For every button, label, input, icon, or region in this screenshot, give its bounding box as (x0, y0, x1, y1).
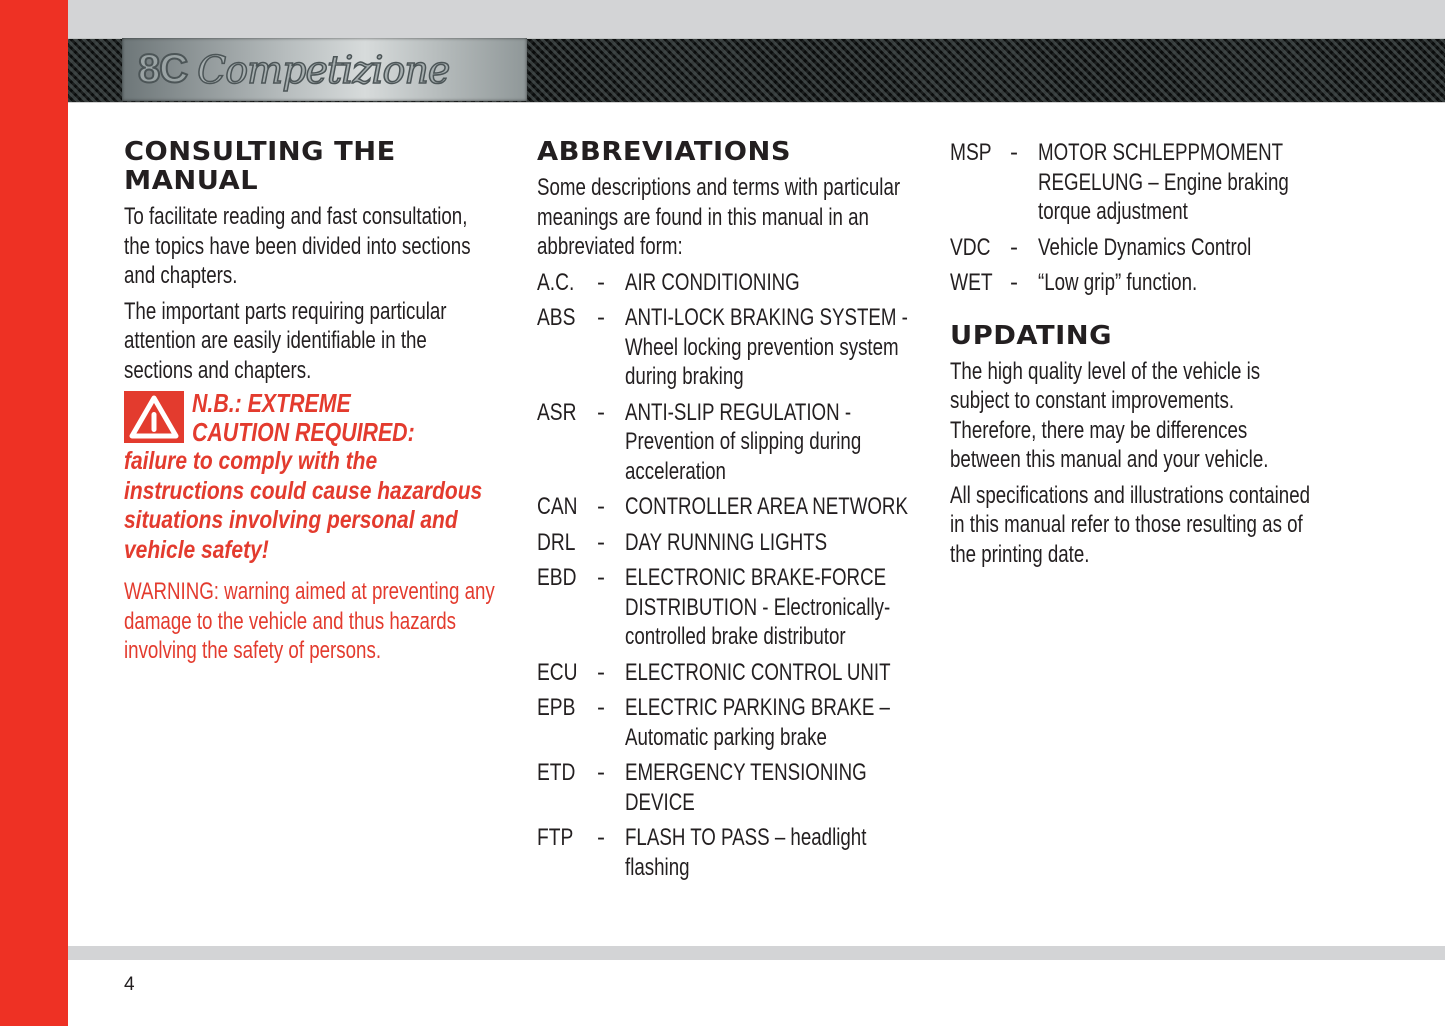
abbr-sep: - (597, 493, 605, 520)
consulting-para-2: The important parts requiring particular attention are easily identifiable in the sections and chapters. (124, 297, 447, 384)
abbr-value: EMERGENCY TENSIONING DEVICE (625, 759, 867, 816)
red-edge-bar (0, 0, 68, 1026)
abbr-value: DAY RUNNING LIGHTS (625, 528, 828, 556)
abbr-value: ANTI-SLIP REGULATION - Prevention of slipping during acceleration (625, 398, 862, 485)
abbr-value: FLASH TO PASS – headlight flashing (625, 824, 867, 881)
abbreviation-row (537, 563, 917, 652)
abbreviation-row (537, 528, 917, 558)
abbr-sep: - (597, 304, 605, 331)
updating-title: UPDATING (950, 320, 1113, 351)
abbr-key: A.C. (537, 268, 575, 296)
caution-title: N.B.: EXTREME CAUTION REQUIRED: (192, 388, 415, 447)
abbr-key: EPB (537, 694, 576, 721)
abbr-key: ECU (537, 658, 578, 686)
abbreviations-title: ABBREVIATIONS (537, 137, 792, 167)
abbreviation-row (950, 268, 1320, 298)
consulting-para-1: To facilitate reading and fast consultation, the topics have been divided into sections and chapters. (124, 203, 471, 289)
consulting-section (124, 138, 499, 666)
abbreviations-section (537, 138, 917, 882)
abbr-key: VDC (950, 233, 991, 261)
abbr-key: WET (950, 269, 993, 296)
abbr-key: ASR (537, 398, 577, 426)
abbr-key: ETD (537, 759, 576, 786)
warning-label: WARNING (124, 578, 214, 605)
abbr-sep: - (1010, 269, 1018, 296)
abbreviation-row (537, 658, 917, 688)
abbr-key: DRL (537, 528, 576, 556)
abbr-key: EBD (537, 564, 577, 591)
abbr-sep: - (597, 528, 605, 556)
consulting-title: CONSULTING THE MANUAL (124, 137, 396, 196)
abbr-value: CONTROLLER AREA NETWORK (625, 493, 908, 520)
abbr-sep: - (597, 759, 605, 786)
abbr-sep: - (1010, 233, 1018, 261)
abbr-value: ELECTRONIC BRAKE-FORCE DISTRIBUTION - Electronically-controlled brake distributor (625, 564, 891, 650)
abbr-sep: - (597, 694, 605, 721)
bottom-gray-band (68, 946, 1445, 960)
abbr-value: “Low grip” function. (1038, 269, 1198, 296)
abbr-value: AIR CONDITIONING (625, 268, 800, 296)
abbr-sep: - (597, 658, 605, 686)
abbr-sep: - (597, 268, 605, 296)
abbreviation-row (537, 303, 917, 392)
abbreviation-row (950, 233, 1320, 263)
abbreviations-intro: Some descriptions and terms with particular meanings are found in this manual in an abbreviated form: (537, 174, 901, 260)
abbreviation-row (537, 693, 917, 752)
warning-note (124, 577, 498, 666)
abbreviations-continued (950, 138, 1320, 569)
abbr-key: FTP (537, 824, 574, 851)
abbr-sep: - (597, 564, 605, 591)
warning-triangle-icon (124, 391, 184, 443)
abbreviation-row (537, 398, 917, 487)
abbr-value: Vehicle Dynamics Control (1038, 233, 1252, 261)
logo-name: Competizione (197, 47, 450, 92)
logo-numeral: 8C (138, 47, 188, 91)
abbr-sep: - (597, 398, 605, 426)
warning-text: : warning aimed at preventing any damage to the vehicle and thus hazards involving the safety of persons. (124, 578, 495, 664)
abbr-key: MSP (950, 139, 992, 166)
brand-logo (122, 38, 527, 101)
abbr-sep: - (1010, 139, 1018, 166)
abbr-sep: - (597, 824, 605, 851)
top-gray-band (68, 0, 1445, 38)
abbreviation-row (537, 823, 917, 882)
abbr-value: ANTI-LOCK BRAKING SYSTEM - Wheel locking prevention system during braking (625, 304, 908, 390)
caution-body: failure to comply with the instructions could cause hazardous situations involving personal and vehicle safety! (124, 447, 483, 564)
abbreviation-row (950, 138, 1320, 227)
abbreviation-row (537, 758, 917, 817)
updating-para-2: All specifications and illustrations contained in this manual refer to those resulting as of the printing date. (950, 481, 1311, 568)
abbr-key: ABS (537, 304, 576, 331)
abbreviation-row (537, 268, 917, 298)
abbr-key: CAN (537, 493, 578, 520)
updating-para-1: The high quality level of the vehicle is subject to constant improvements. Therefore, there may be differences between this manual and your vehicle. (950, 357, 1269, 473)
page-number: 4 (124, 974, 135, 995)
abbr-value: MOTOR SCHLEPPMOMENT REGELUNG – Engine braking torque adjustment (1038, 139, 1289, 225)
abbr-value: ELECTRIC PARKING BRAKE – Automatic parking brake (625, 694, 890, 751)
abbr-value: ELECTRONIC CONTROL UNIT (625, 658, 891, 686)
caution-block (124, 389, 499, 565)
abbreviation-row (537, 492, 917, 522)
